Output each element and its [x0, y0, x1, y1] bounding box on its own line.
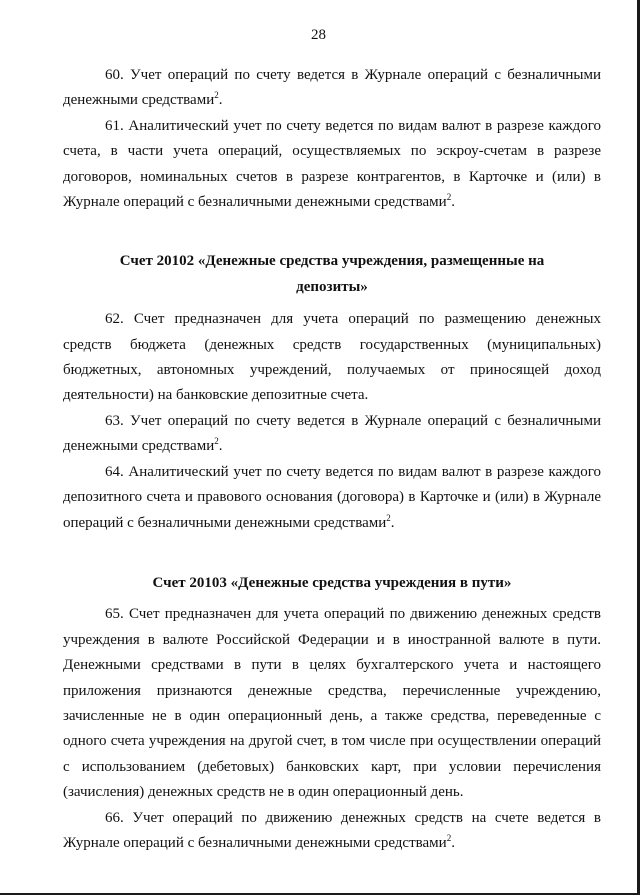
paragraph-61: 61. Аналитический учет по счету ведется по видам валют в разрезе каждого счета, в части учета операций, осуществляемых по эскроу-счетам в разрезе договоров, номинальных счетов в разрезе контрагентов, в Карточке и (или) в Журнале операций с безналичными денежными средствами$^2$. — [63, 117, 601, 211]
section-heading-20103: Счет 20103 «Денежные средства учреждения в пути» — [152, 574, 512, 591]
paragraph-63: 63. Учет операций по счету ведется в Журнале операций с безналичными денежными средствами$^2$. — [63, 412, 601, 455]
paragraph-62: 62. Счет предназначен для учета операций по размещению денежных средств бюджета (денежных средств государственных (муниципальных) бюджетных, автономных учреждений, получаемых от приносящей доход деятельности) на банковские депозитные счета. — [63, 311, 601, 404]
paragraph-64: 64. Аналитический учет по счету ведется по видам валют в разрезе каждого депозитного счета и правового основания (договора) в Карточке и (или) в Журнале операций с безналичными денежными средствами$^2$. — [63, 463, 601, 531]
paragraph-65: 65. Счет предназначен для учета операций по движению денежных средств учреждения в валюте Российской Федерации и в иностранной валюте в пути. Денежными средствами в пути в целях бухгалтерского учета и настоящего приложения признаются денежные средства, перечисленные учреждению, зачисленные не в один операционный день, а также средства, переведенные с одного счета учреждения на другой счет, в том числе при осуществлении операций с использованием (дебетовых) банковских карт, при условии перечисления (зачисления) денежных средств не в один операционный день. — [63, 606, 601, 801]
section-heading-20102: Счет 20102 «Денежные средства учреждения, размещенные на депозиты» — [119, 253, 545, 295]
paragraph-66: 66. Учет операций по движению денежных средств на счете ведется в Журнале операций с безналичными денежными средствами$^2$. — [63, 809, 601, 851]
page-number: 28 — [311, 27, 326, 43]
document-body — [63, 63, 601, 856]
paragraph-60: 60. Учет операций по счету ведется в Журнале операций с безналичными денежными средствами$^2$. — [63, 67, 601, 109]
